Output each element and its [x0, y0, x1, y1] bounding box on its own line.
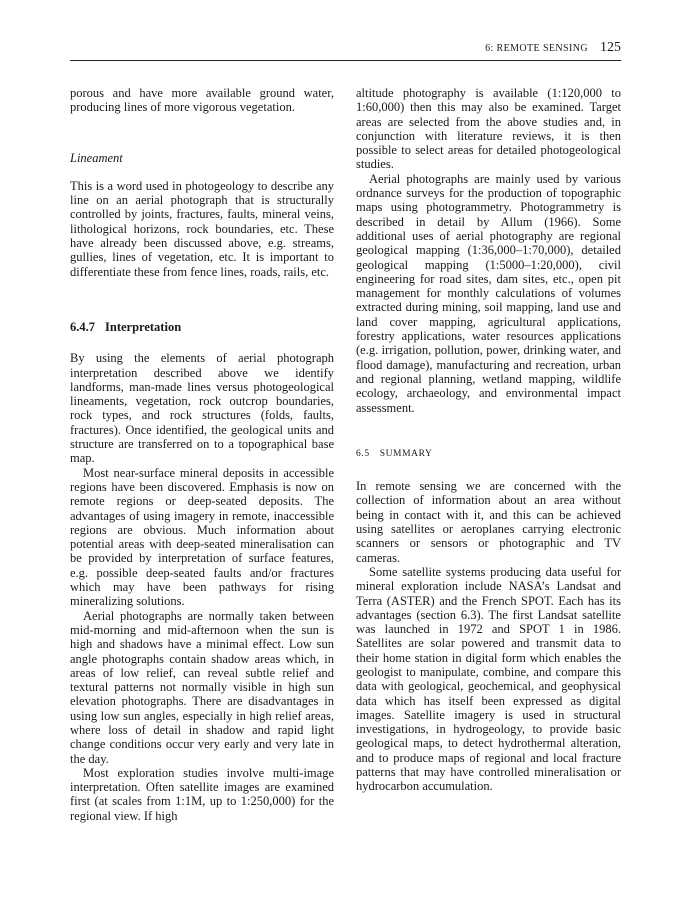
paragraph-interpretation-3: Aerial photographs are normally taken between mid-morning and mid-afternoon when the sun is high and shadows have a minimal effect. Low sun angle photographs contain shadow areas which, in areas of low relief, can reveal subtle relief and textural patterns not normally visible in high sun elevation photographs. There are disadvantages in using low sun angles, especially in high relief areas, where loss of detail in shadow and rapid light change conditions occur very early and very late in the day. — [70, 608, 334, 766]
chapter-title: 6: REMOTE SENSING — [485, 43, 588, 54]
subheading-lineament: Lineament — [70, 150, 123, 165]
section-number: 6.4.7 — [70, 319, 95, 334]
section-heading-interpretation — [70, 320, 334, 334]
left-column — [70, 86, 334, 823]
paragraph-summary-1: In remote sensing we are concerned with the collection of information about an area without being in contact with it, and this can be achieved using satellites or aeroplanes carrying electronic scanners or sensors or photographic and TV cameras. — [356, 479, 621, 565]
paragraph-continued-right: altitude photography is available (1:120,000 to 1:60,000) then this may also be examined. Target areas are selected from the above studies and, in conjunction with literature reviews, it is then possible to select areas for detailed photogeological studies. — [356, 86, 621, 172]
paragraph-aerial-photographs: Aerial photographs are mainly used by various ordnance surveys for the production of topographic maps using photogrammetry. Photogrammetry is described in detail by Allum (1966). Some additional uses of aerial photography are regional geological mapping (1:36,000–1:70,000), detailed geological mapping (1:5000–1:20,000), civil engineering for road sites, dam sites, etc., open pit management for monthly calculations of volumes extracted during mining, soil mapping, land use and land cover mapping, agricultural applications, forestry applications, water resources applications (e.g. irrigation, pollution, power, drinking water, and flood damage), manufacturing and recreation, urban and regional planning, wetland mapping, wildlife ecology, archaeology, and environmental impact assessment. — [356, 171, 621, 415]
running-head — [485, 38, 621, 56]
paragraph-interpretation-1: By using the elements of aerial photograph interpretation described above we identify landforms, man-made lines versus photogeological lineaments, vegetation, rock outcrop boundaries, rock types, and rock structures (folds, faults, fractures). Once identified, the geological units and structure are transferred on to a topographical base map. — [70, 351, 334, 466]
paragraph-summary-2: Some satellite systems producing data useful for mineral exploration include NASA’s Landsat and Terra (ASTER) and the French SPOT. Each has its advantages (section 6.3). The first Landsat satellite was launched in 1972 and SPOT 1 in 1986. Satellites are solar powered and transmit data to their home station in digital form which enables the geologist to manipulate, combine, and compare this data with geological, geochemical, and geophysical data which has itself been expressed as digital images. Satellite imagery is used in structural investigations, in hydrogeology, to provide basic geological maps, to detect hydrothermal alteration, and to produce maps of regional and local fracture patterns that may have controlled mineralisation or hydrocarbon accumulation. — [356, 564, 621, 794]
section-title: Interpretation — [105, 319, 182, 334]
paragraph-lineament: This is a word used in photogeology to describe any line on an aerial photograph that is structurally controlled by joints, fractures, faults, mineral veins, lithological horizons, rock boundaries, etc. These have already been discussed above, e.g. streams, gullies, lines of vegetation, etc. It is important to differentiate these from fence lines, roads, rails, etc. — [70, 178, 334, 279]
right-column — [356, 86, 621, 794]
section-heading-summary — [356, 447, 621, 461]
section-number: 6.5 — [356, 448, 370, 459]
paragraph-interpretation-2: Most near-surface mineral deposits in accessible regions have been discovered. Emphasis is now on remote regions or deep-seated deposits. The advantages of using imagery in remote, inaccessible regions are obvious. Much information about potential areas with deep-seated mineralisation can be provided by interpretation of surface features, e.g. possible deep-seated faults and/or fractures which may have been pathways for rising mineralizing solutions. — [70, 465, 334, 609]
paragraph-continued-left: porous and have more available ground water, producing lines of more vigorous vegetation. — [70, 86, 334, 115]
page-number: 125 — [600, 40, 621, 55]
paragraph-interpretation-4: Most exploration studies involve multi-image interpretation. Often satellite images are examined first (at scales from 1:1M, up to 1:250,000) for the regional view. If high — [70, 765, 334, 823]
section-title: SUMMARY — [379, 448, 433, 459]
header-rule — [70, 60, 621, 61]
